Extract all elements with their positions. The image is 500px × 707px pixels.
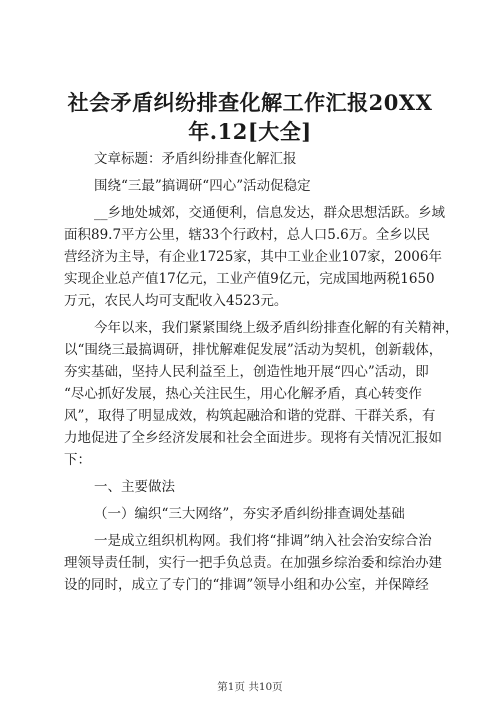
subsection-heading: （一）编织“三大网络”，夯实矛盾纠纷排查调处基础 (94, 506, 405, 522)
page-footer: 第1页 共10页 (217, 681, 283, 693)
title-line-2: 年.12[大全] (188, 119, 312, 144)
para1-line: 实现企业总产值17亿元，工业产值9亿元，完成国地两税1650 (64, 271, 435, 287)
para2-line: 力地促进了全乡经济发展和社会全面进步。现将有关情况汇报如 (64, 430, 442, 446)
title-line-1: 社会矛盾纠纷排查化解工作汇报20XX (67, 90, 433, 115)
para2-line: 今年以来，我们紧紧围绕上级矛盾纠纷排查化解的有关精神， (94, 320, 459, 336)
para2-line: 下： (64, 452, 91, 468)
para1-line: 营经济为主导，有企业1725家，其中工业企业107家，2006年 (64, 249, 442, 265)
para3-line: 理领导责任制，实行一把手负总责。在加强乡综治委和综治办建 (64, 555, 442, 571)
article-subtitle: 文章标题：矛盾纠纷排查化解汇报 (94, 151, 297, 167)
document-title (60, 88, 440, 146)
para2-line: 风”，取得了明显成效，构筑起融洽和谐的党群、干群关系，有 (64, 408, 436, 424)
para2-line: “尽心抓好发展，热心关注民生，用心化解矛盾，真心转变作 (64, 386, 422, 402)
para2-line: 以“围绕三最搞调研，排忧解难促发展”活动为契机，创新载体， (64, 342, 443, 358)
para1-line: __乡地处城郊，交通便利，信息发达，群众思想活跃。乡域 (94, 205, 445, 221)
section-heading: 一、主要做法 (94, 479, 175, 495)
para2-line: 夯实基础，坚持人民利益至上，创造性地开展“四心”活动，即 (64, 364, 429, 380)
theme-line: 围绕“三最”搞调研“四心”活动促稳定 (94, 178, 311, 194)
para1-line: 万元，农民人均可支配收入4523元。 (64, 293, 288, 309)
para1-line: 面积89.7平方公里，辖33个行政村，总人口5.6万。全乡以民 (64, 227, 430, 243)
para3-line: 设的同时，成立了专门的“排调”领导小组和办公室，并保障经 (64, 577, 429, 593)
para3-line: 一是成立组织机构网。我们将“排调”纳入社会治安综合治 (94, 533, 432, 549)
